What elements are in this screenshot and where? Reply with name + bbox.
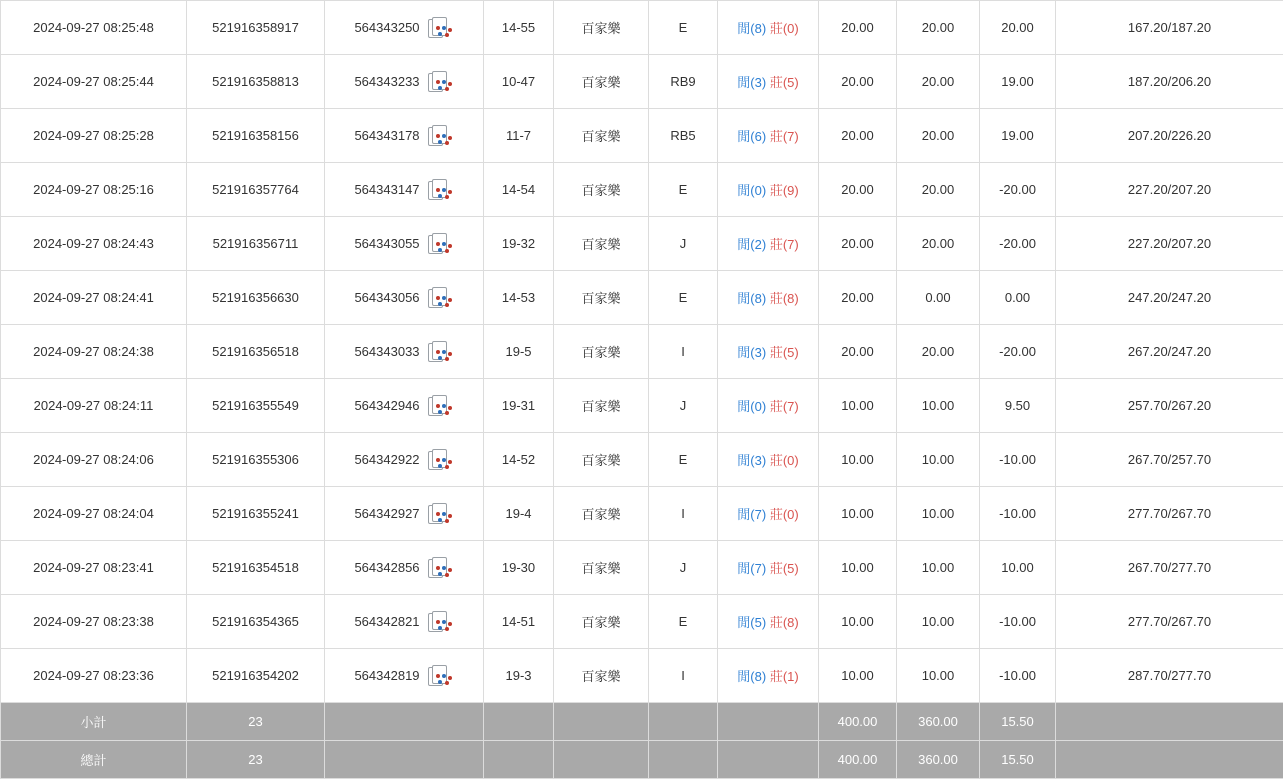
cell-bet-amount[interactable]: 10.00 [819,433,897,487]
summary-blank-table [484,703,554,741]
cell-round [325,271,484,325]
result-banker: 莊(7) [770,129,799,144]
result-player: 閒(8) [737,21,766,36]
round-number: 564342927 [354,506,419,521]
cell-result [718,325,819,379]
cell-table-no: 19-32 [484,217,554,271]
cell-balance: 267.20/247.20 [1056,325,1283,379]
result-player: 閒(3) [737,75,766,90]
cell-time: 2024-09-27 08:23:36 [1,649,187,703]
cell-valid-amount: 20.00 [897,217,980,271]
table-row [1,1,1283,55]
cell-bet-amount[interactable]: 10.00 [819,541,897,595]
cell-valid-amount: 20.00 [897,163,980,217]
cell-game: 百家樂 [554,433,649,487]
card-video-icon[interactable] [428,233,454,255]
cell-table-no: 19-4 [484,487,554,541]
round-number: 564343147 [354,182,419,197]
cell-game: 百家樂 [554,163,649,217]
cell-result [718,217,819,271]
cell-round [325,433,484,487]
result-banker: 莊(5) [770,75,799,90]
cell-payout: -10.00 [980,433,1056,487]
cell-payout: 0.00 [980,271,1056,325]
result-banker: 莊(1) [770,669,799,684]
cell-balance: 227.20/207.20 [1056,163,1283,217]
cell-table-no: 19-3 [484,649,554,703]
round-number: 564343233 [354,74,419,89]
card-video-icon[interactable] [428,179,454,201]
table-row [1,433,1283,487]
cell-balance: 277.70/267.70 [1056,595,1283,649]
cell-table-no: 19-5 [484,325,554,379]
cell-time: 2024-09-27 08:24:11 [1,379,187,433]
cell-time: 2024-09-27 08:23:38 [1,595,187,649]
summary-blank-game [554,703,649,741]
card-video-icon[interactable] [428,17,454,39]
summary-payout: 15.50 [980,703,1056,741]
cell-bet-id: 521916354202 [187,649,325,703]
cell-bet-amount[interactable]: 10.00 [819,649,897,703]
card-video-icon[interactable] [428,611,454,633]
card-video-icon[interactable] [428,341,454,363]
round-number: 564342946 [354,398,419,413]
cell-valid-amount: 10.00 [897,433,980,487]
cell-balance: 267.70/277.70 [1056,541,1283,595]
cell-payout: -20.00 [980,163,1056,217]
cell-result [718,1,819,55]
summary-blank-result [718,741,819,779]
table-row [1,325,1283,379]
cell-time: 2024-09-27 08:24:04 [1,487,187,541]
cell-round [325,649,484,703]
summary-payout: 15.50 [980,741,1056,779]
summary-blank-table [484,741,554,779]
cell-game: 百家樂 [554,541,649,595]
card-video-icon[interactable] [428,557,454,579]
round-number: 564343055 [354,236,419,251]
summary-label: 總計 [1,741,187,779]
result-player: 閒(7) [737,507,766,522]
cell-payout: -10.00 [980,649,1056,703]
cell-balance: 207.20/226.20 [1056,109,1283,163]
result-player: 閒(6) [737,129,766,144]
cell-payout: -10.00 [980,595,1056,649]
cell-result [718,55,819,109]
cell-time: 2024-09-27 08:25:28 [1,109,187,163]
table-row [1,55,1283,109]
cell-balance: 277.70/267.70 [1056,487,1283,541]
cell-payout: 19.00 [980,55,1056,109]
cell-payout: -20.00 [980,325,1056,379]
summary-blank-round [325,741,484,779]
cell-bet-amount[interactable]: 20.00 [819,271,897,325]
cell-payout: -20.00 [980,217,1056,271]
summary-blank-seat [649,703,718,741]
cell-seat: E [649,1,718,55]
cell-seat: RB9 [649,55,718,109]
cell-bet-amount[interactable]: 20.00 [819,217,897,271]
cell-round [325,379,484,433]
result-player: 閒(8) [737,291,766,306]
cell-valid-amount: 10.00 [897,595,980,649]
table-row [1,217,1283,271]
result-player: 閒(5) [737,615,766,630]
cell-result [718,271,819,325]
result-banker: 莊(8) [770,291,799,306]
cell-balance: 227.20/207.20 [1056,217,1283,271]
cell-game: 百家樂 [554,109,649,163]
cell-valid-amount: 10.00 [897,487,980,541]
table-row [1,487,1283,541]
summary-blank-round [325,703,484,741]
cell-game: 百家樂 [554,379,649,433]
cell-game: 百家樂 [554,1,649,55]
cell-game: 百家樂 [554,271,649,325]
summary-count: 23 [187,703,325,741]
summary-blank-balance [1056,741,1283,779]
cell-bet-id: 521916354365 [187,595,325,649]
round-number: 564342922 [354,452,419,467]
table-row [1,649,1283,703]
table-row [1,271,1283,325]
cell-table-no: 14-55 [484,1,554,55]
cell-result [718,433,819,487]
cell-result [718,163,819,217]
cell-round [325,109,484,163]
cell-payout: 20.00 [980,1,1056,55]
result-player: 閒(0) [737,399,766,414]
cell-seat: RB5 [649,109,718,163]
result-player: 閒(3) [737,345,766,360]
cell-result [718,541,819,595]
summary-bet: 400.00 [819,741,897,779]
result-player: 閒(0) [737,183,766,198]
result-player: 閒(8) [737,669,766,684]
card-video-icon[interactable] [428,71,454,93]
cell-bet-id: 521916356630 [187,271,325,325]
cell-table-no: 14-51 [484,595,554,649]
summary-blank-result [718,703,819,741]
summary-blank-game [554,741,649,779]
cell-time: 2024-09-27 08:24:06 [1,433,187,487]
cell-time: 2024-09-27 08:25:44 [1,55,187,109]
round-number: 564343056 [354,290,419,305]
card-video-icon[interactable] [428,665,454,687]
cell-seat: J [649,217,718,271]
cell-table-no: 14-52 [484,433,554,487]
cell-result [718,487,819,541]
cell-valid-amount: 20.00 [897,1,980,55]
cell-time: 2024-09-27 08:24:41 [1,271,187,325]
cell-bet-id: 521916358156 [187,109,325,163]
cell-payout: -10.00 [980,487,1056,541]
cell-round [325,163,484,217]
cell-round [325,595,484,649]
cell-valid-amount: 10.00 [897,379,980,433]
card-video-icon[interactable] [428,125,454,147]
cell-round [325,1,484,55]
cell-table-no: 14-53 [484,271,554,325]
cell-seat: I [649,487,718,541]
cell-table-no: 19-31 [484,379,554,433]
cell-result [718,649,819,703]
cell-bet-amount[interactable]: 10.00 [819,487,897,541]
cell-time: 2024-09-27 08:25:16 [1,163,187,217]
cell-table-no: 11-7 [484,109,554,163]
result-banker: 莊(9) [770,183,799,198]
table-row [1,109,1283,163]
cell-bet-amount[interactable]: 20.00 [819,109,897,163]
cell-valid-amount: 20.00 [897,109,980,163]
cell-bet-amount[interactable]: 10.00 [819,379,897,433]
cell-payout: 9.50 [980,379,1056,433]
card-video-icon[interactable] [428,287,454,309]
summary-blank-seat [649,741,718,779]
cell-round [325,325,484,379]
cell-round [325,217,484,271]
cell-round [325,487,484,541]
round-number: 564342821 [354,614,419,629]
bet-history-body [1,1,1283,779]
cell-bet-id: 521916358813 [187,55,325,109]
cell-seat: I [649,325,718,379]
cell-bet-id: 521916354518 [187,541,325,595]
result-player: 閒(3) [737,453,766,468]
cell-table-no: 19-30 [484,541,554,595]
round-number: 564342819 [354,668,419,683]
table-row [1,379,1283,433]
cell-seat: E [649,163,718,217]
card-video-icon[interactable] [428,449,454,471]
result-banker: 莊(5) [770,345,799,360]
cell-game: 百家樂 [554,217,649,271]
result-banker: 莊(7) [770,237,799,252]
summary-valid: 360.00 [897,741,980,779]
summary-row-total [1,741,1283,779]
result-banker: 莊(0) [770,507,799,522]
table-row [1,163,1283,217]
cell-valid-amount: 10.00 [897,649,980,703]
table-row [1,541,1283,595]
cell-bet-id: 521916355549 [187,379,325,433]
cell-result [718,595,819,649]
cell-valid-amount: 10.00 [897,541,980,595]
result-banker: 莊(5) [770,561,799,576]
table-row [1,595,1283,649]
cell-bet-id: 521916355306 [187,433,325,487]
cell-balance: 167.20/187.20 [1056,1,1283,55]
round-number: 564343178 [354,128,419,143]
cell-balance: 187.20/206.20 [1056,55,1283,109]
result-banker: 莊(0) [770,21,799,36]
cell-game: 百家樂 [554,649,649,703]
summary-label: 小計 [1,703,187,741]
cell-valid-amount: 20.00 [897,55,980,109]
cell-bet-amount[interactable]: 20.00 [819,1,897,55]
card-video-icon[interactable] [428,395,454,417]
cell-balance: 267.70/257.70 [1056,433,1283,487]
cell-seat: E [649,595,718,649]
cell-game: 百家樂 [554,595,649,649]
card-video-icon[interactable] [428,503,454,525]
cell-table-no: 14-54 [484,163,554,217]
cell-balance: 247.20/247.20 [1056,271,1283,325]
result-player: 閒(7) [737,561,766,576]
cell-seat: I [649,649,718,703]
cell-bet-id: 521916356518 [187,325,325,379]
cell-bet-amount[interactable]: 20.00 [819,325,897,379]
cell-bet-id: 521916355241 [187,487,325,541]
cell-seat: J [649,379,718,433]
cell-seat: J [649,541,718,595]
cell-bet-amount[interactable]: 10.00 [819,595,897,649]
cell-bet-id: 521916356711 [187,217,325,271]
cell-balance: 257.70/267.20 [1056,379,1283,433]
cell-time: 2024-09-27 08:24:43 [1,217,187,271]
result-player: 閒(2) [737,237,766,252]
summary-bet: 400.00 [819,703,897,741]
cell-payout: 19.00 [980,109,1056,163]
cell-table-no: 10-47 [484,55,554,109]
round-number: 564342856 [354,560,419,575]
cell-valid-amount: 0.00 [897,271,980,325]
round-number: 564343033 [354,344,419,359]
cell-game: 百家樂 [554,487,649,541]
result-banker: 莊(7) [770,399,799,414]
cell-round [325,541,484,595]
cell-valid-amount: 20.00 [897,325,980,379]
cell-time: 2024-09-27 08:24:38 [1,325,187,379]
summary-row-subtotal [1,703,1283,741]
cell-result [718,109,819,163]
cell-bet-amount[interactable]: 20.00 [819,55,897,109]
cell-game: 百家樂 [554,325,649,379]
summary-count: 23 [187,741,325,779]
result-banker: 莊(8) [770,615,799,630]
cell-game: 百家樂 [554,55,649,109]
cell-time: 2024-09-27 08:25:48 [1,1,187,55]
cell-bet-id: 521916358917 [187,1,325,55]
cell-payout: 10.00 [980,541,1056,595]
cell-bet-id: 521916357764 [187,163,325,217]
result-banker: 莊(0) [770,453,799,468]
cell-time: 2024-09-27 08:23:41 [1,541,187,595]
round-number: 564343250 [354,20,419,35]
summary-blank-balance [1056,703,1283,741]
cell-bet-amount[interactable]: 20.00 [819,163,897,217]
cell-round [325,55,484,109]
cell-result [718,379,819,433]
cell-seat: E [649,433,718,487]
cell-balance: 287.70/277.70 [1056,649,1283,703]
cell-seat: E [649,271,718,325]
summary-valid: 360.00 [897,703,980,741]
